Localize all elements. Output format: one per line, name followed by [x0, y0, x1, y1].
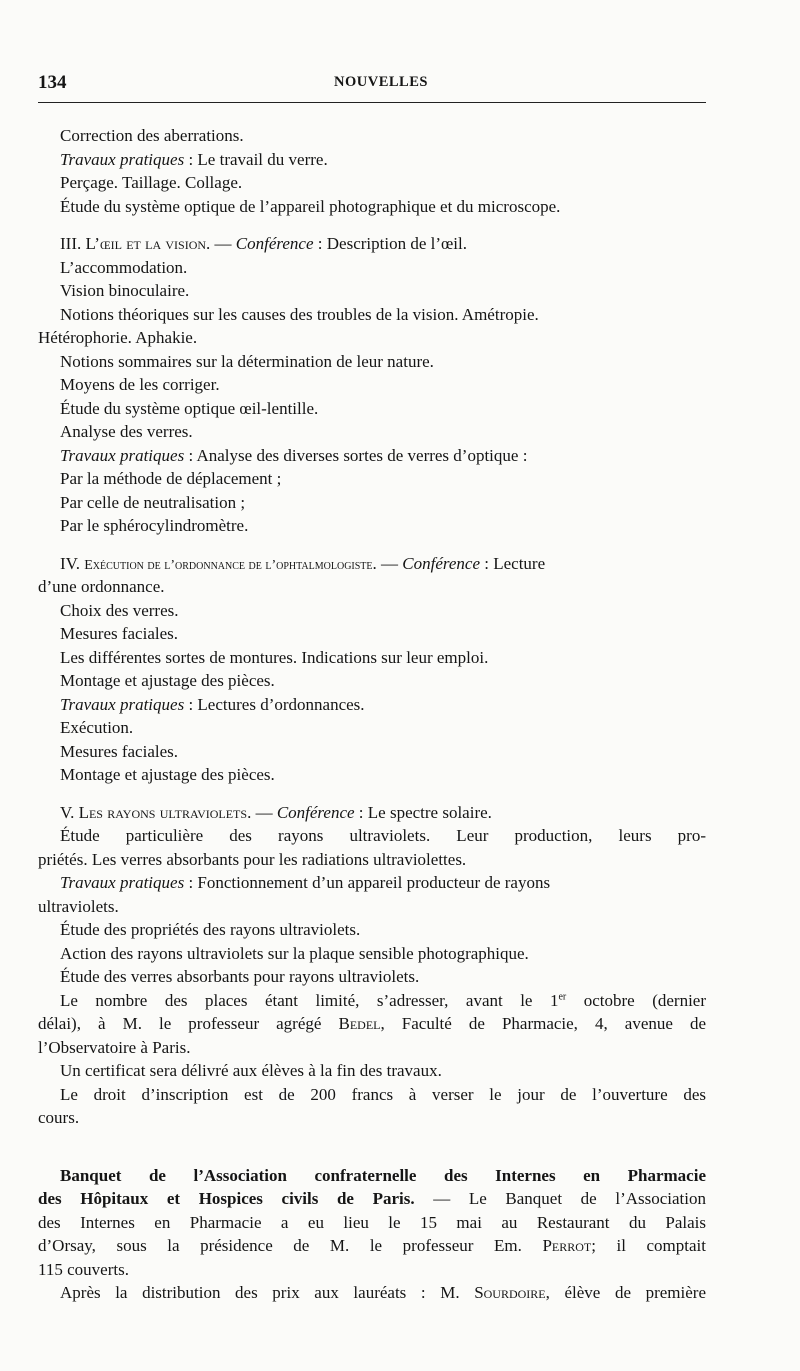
page-number: 134 — [38, 72, 67, 93]
text-line: Perçage. Taillage. Collage. — [60, 173, 243, 192]
text-line: Par la méthode de déplacement ; — [60, 469, 282, 488]
text-line: des Internes en Pharmacie a eu lieu le 15 mai au Restaurant du Palais — [38, 1212, 706, 1232]
text-line: Hétérophorie. Aphakie. — [38, 328, 198, 347]
banquet-heading: Banquet de l’Association confraternelle des Internes en Pharmacie — [60, 1165, 706, 1185]
text-line: Le nombre des places étant limité, s’adresser, avant le 1er octobre (dernier — [60, 990, 706, 1010]
text-line: Moyens de les corriger. — [60, 375, 220, 394]
text-line: Montage et ajustage des pièces. — [60, 765, 275, 784]
text-line: Par le sphérocylindromètre. — [60, 516, 249, 535]
text-line: L’accommodation. — [60, 257, 188, 277]
text-line: Étude des propriétés des rayons ultraviolets. — [60, 920, 361, 939]
text-line: ultraviolets. — [38, 896, 119, 916]
text-line: Étude du système optique œil-lentille. — [60, 398, 319, 418]
text-line: Par celle de neutralisation ; — [60, 492, 246, 512]
header-rule — [38, 102, 706, 103]
text-line: d’une ordonnance. — [38, 577, 165, 596]
text-line: Notions sommaires sur la détermination de leur nature. — [60, 351, 434, 371]
text-line: Après la distribution des prix aux lauréats : M. Sourdoire, élève de première — [60, 1283, 706, 1302]
text-line: Analyse des verres. — [60, 422, 193, 441]
text-line: Travaux pratiques : Analyse des diverses sortes de verres d’optique : — [60, 445, 528, 465]
text-line: délai), à M. le professeur agrégé Bedel, Faculté de Pharmacie, 4, avenue de — [38, 1014, 706, 1033]
text-line: Travaux pratiques : Fonctionnement d’un appareil producteur de rayons — [60, 873, 551, 892]
text-line: Travaux pratiques : Lectures d’ordonnances. — [60, 694, 365, 714]
text-line: Exécution. — [60, 718, 134, 737]
page-body — [38, 124, 706, 1305]
text-line: des Hôpitaux et Hospices civils de Paris. — Le Banquet de l’Association — [38, 1189, 706, 1208]
text-line: l’Observatoire à Paris. — [38, 1037, 191, 1057]
text-line: Correction des aberrations. — [60, 126, 244, 145]
text-line: Choix des verres. — [60, 600, 179, 620]
section-heading-iii: III. L’œil et la vision. — Conférence : Description de l’œil. — [60, 234, 467, 253]
text-line: 115 couverts. — [38, 1259, 129, 1279]
text-line: priétés. Les verres absorbants pour les radiations ultraviolettes. — [38, 849, 467, 869]
text-line: Notions théoriques sur les causes des troubles de la vision. Amétropie. — [60, 304, 539, 324]
text-line: Étude du système optique de l’appareil photographique et du microscope. — [60, 196, 561, 216]
text-line: Vision binoculaire. — [60, 281, 190, 300]
text-line: Étude des verres absorbants pour rayons ultraviolets. — [60, 967, 420, 986]
text-line: Le droit d’inscription est de 200 francs à verser le jour de l’ouverture des — [60, 1084, 706, 1104]
text-line: Mesures faciales. — [60, 741, 179, 761]
section-heading-iv: IV. Exécution de l’ordonnance de l’ophtalmologiste. — Conférence : Lecture — [60, 553, 546, 573]
text-line: Action des rayons ultraviolets sur la plaque sensible photographique. — [60, 943, 529, 963]
text-line: cours. — [38, 1108, 80, 1127]
running-head: NOUVELLES — [334, 74, 428, 90]
text-line: Étude particulière des rayons ultraviolets. Leur production, leurs pro- — [60, 826, 706, 845]
text-line: Mesures faciales. — [60, 624, 179, 643]
text-line: d’Orsay, sous la présidence de M. le professeur Em. Perrot; il comptait — [38, 1236, 706, 1255]
section-heading-v: V. Les rayons ultraviolets. — Conférence : Le spectre solaire. — [60, 802, 492, 822]
text-line: Les différentes sortes de montures. Indications sur leur emploi. — [60, 647, 489, 667]
text-line: Un certificat sera délivré aux élèves à la fin des travaux. — [60, 1061, 442, 1080]
text-line: Travaux pratiques : Le travail du verre. — [60, 149, 328, 169]
text-line: Montage et ajustage des pièces. — [60, 671, 275, 690]
page-header — [38, 70, 706, 98]
